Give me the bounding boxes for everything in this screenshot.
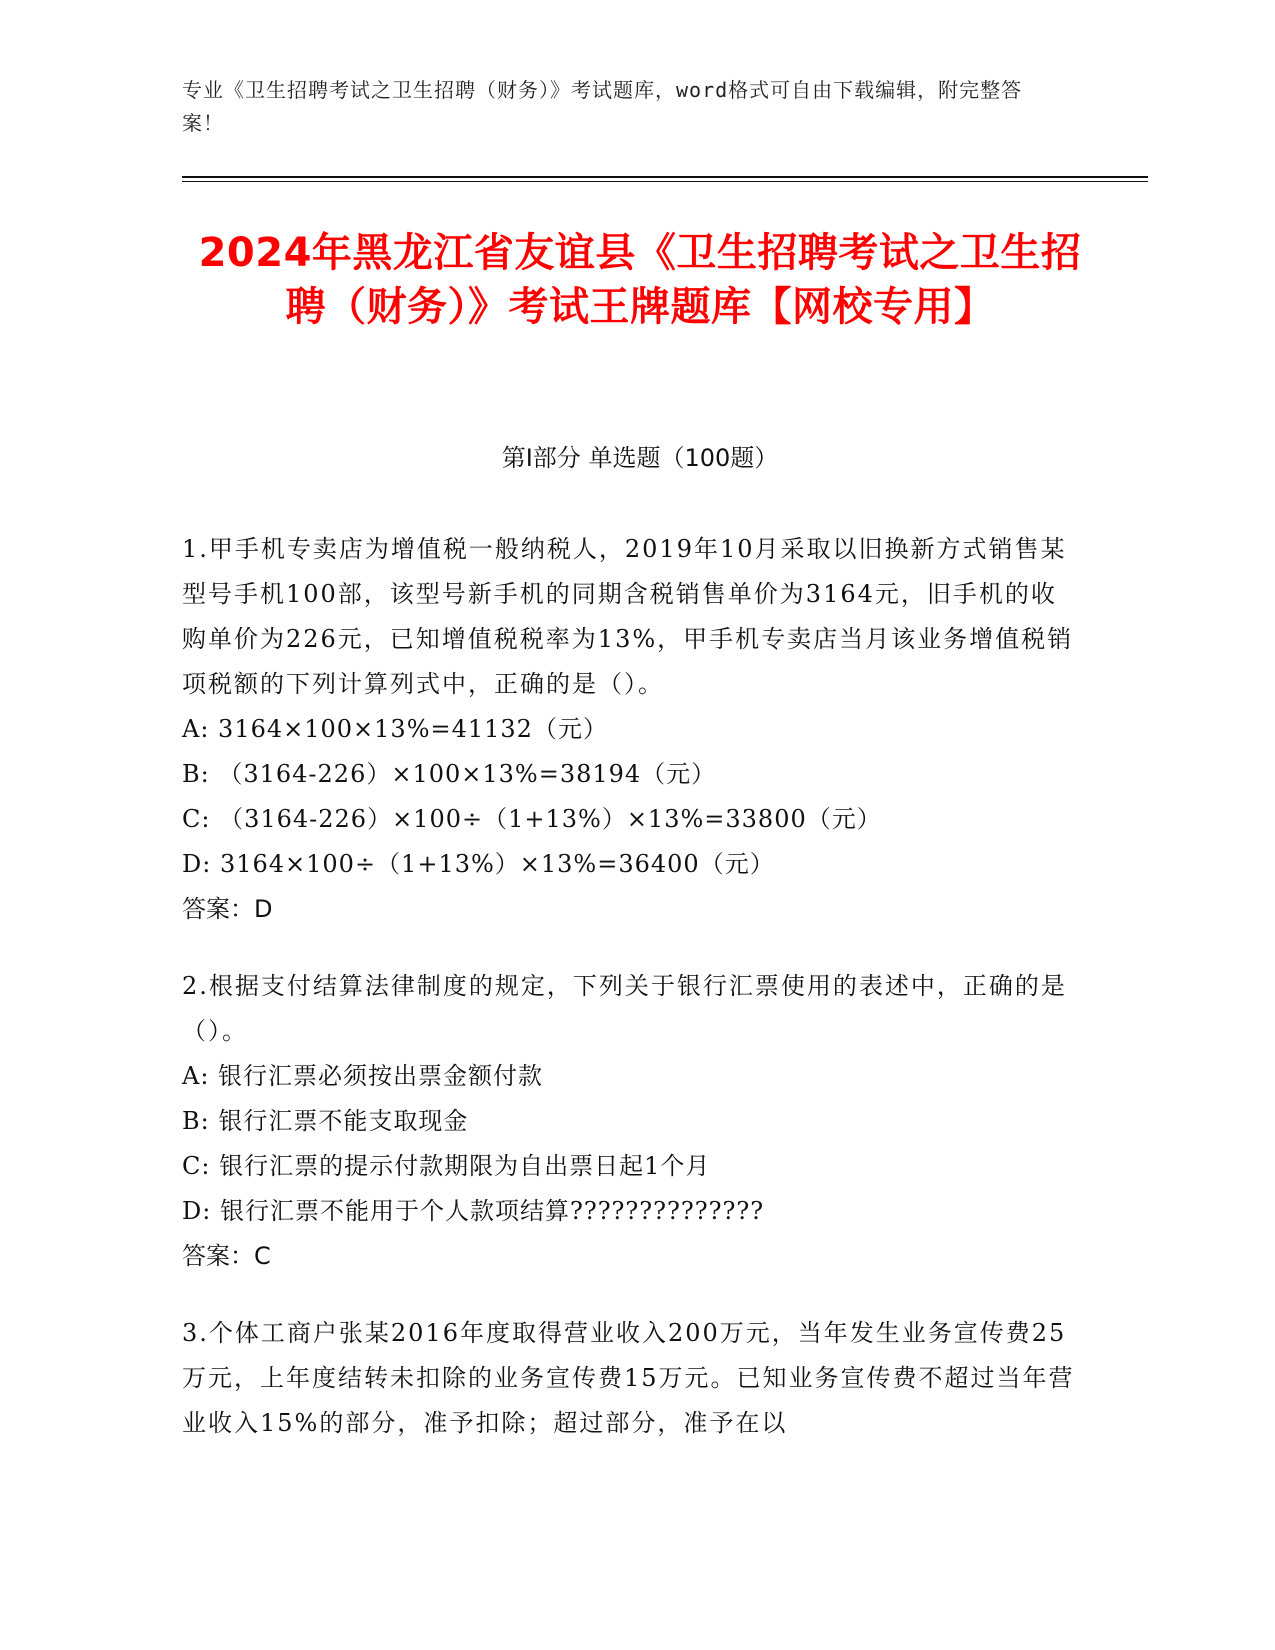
answer: 答案：C xyxy=(182,1242,271,1270)
option-d: D: 3164×100÷（1+13%）×13%=36400（元） xyxy=(182,850,775,878)
option-b: B: 银行汇票不能支取现金 xyxy=(182,1107,469,1135)
option-b: B: （3164-226）×100×13%=38194（元） xyxy=(182,760,717,788)
header-note: 专业《卫生招聘考试之卫生招聘（财务）》考试题库，word格式可自由下载编辑，附完整答案！ xyxy=(182,78,1023,135)
option-a: A: 银行汇票必须按出票金额付款 xyxy=(182,1062,544,1090)
document-title: 2024年黑龙江省友谊县《卫生招聘考试之卫生招聘（财务）》考试王牌题库【网校专用】 xyxy=(198,230,1082,330)
section-heading: 第I部分 单选题（100题） xyxy=(501,444,779,472)
option-a: A: 3164×100×13%=41132（元） xyxy=(182,715,608,743)
question-text: 3.个体工商户张某2016年度取得营业收入200万元，当年发生业务宣传费25万元，上年度结转未扣除的业务宣传费15万元。已知业务宣传费不超过当年营业收入15%的部分，准予扣除；超过部分，准予在以 xyxy=(182,1319,1075,1437)
answer: 答案：D xyxy=(182,895,273,923)
question-list xyxy=(182,527,1082,1478)
question-text: 1.甲手机专卖店为增值税一般纳税人，2019年10月采取以旧换新方式销售某型号手机100部，该型号新手机的同期含税销售单价为3164元，旧手机的收购单价为226元，已知增值税税率为13%，甲手机专卖店当月该业务增值税销项税额的下列计算列式中，正确的是（）。 xyxy=(182,535,1074,698)
option-d: D: 银行汇票不能用于个人款项结算?????????????? xyxy=(182,1197,765,1225)
header-rule-thin xyxy=(182,181,1148,182)
option-c: C: （3164-226）×100÷（1+13%）×13%=33800（元） xyxy=(182,805,882,833)
question-text: 2.根据支付结算法律制度的规定，下列关于银行汇票使用的表述中，正确的是（）。 xyxy=(182,972,1067,1045)
question-1 xyxy=(182,527,1082,932)
option-c: C: 银行汇票的提示付款期限为自出票日起1个月 xyxy=(182,1152,711,1180)
question-3 xyxy=(182,1311,1082,1446)
header-rule-thick xyxy=(182,176,1148,178)
question-2 xyxy=(182,964,1082,1279)
